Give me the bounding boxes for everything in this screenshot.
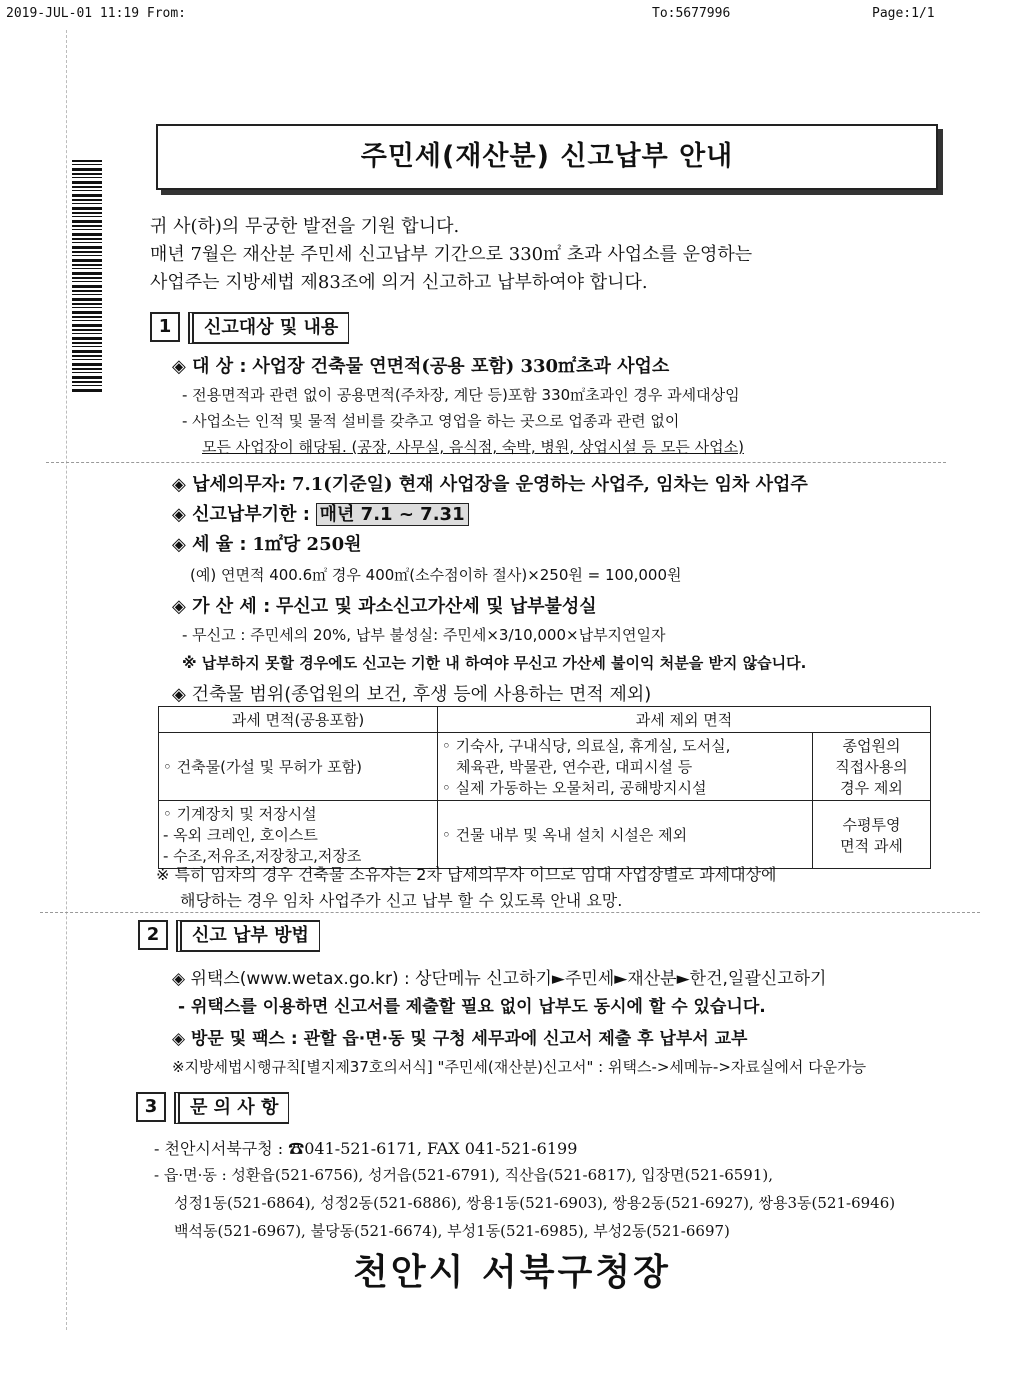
table-cell-line: - 수조,저유조,저장창고,저장조 xyxy=(163,847,362,865)
intro-line-3: 사업주는 지방세법 제83조에 의거 신고하고 납부하여야 합니다. xyxy=(150,272,648,293)
rate-example: (예) 연면적 400.6㎡ 경우 400㎡(소수점이하 절사)×250원 = 100,000원 xyxy=(190,566,682,584)
table-cell-line: 체육관, 박물관, 연수관, 대피시설 등 xyxy=(456,758,693,776)
rate-text: 1㎡당 250원 xyxy=(252,534,362,555)
period-value: 매년 7.1 ~ 7.31 xyxy=(316,503,469,526)
rate-row xyxy=(172,530,362,556)
lease-note-2: 해당하는 경우 임차 사업주가 신고 납부 할 수 있도록 안내 요망. xyxy=(180,891,623,910)
contact-office: - 천안시서북구청 : ☎041-521-6171, FAX 041-521-6199 xyxy=(154,1139,578,1158)
table-cell: ◦ 건축물(가설 및 무허가 포함) xyxy=(159,733,438,801)
table-row xyxy=(159,801,931,869)
target-label: ◈ 대 상 : xyxy=(172,356,247,377)
section-1-number: 1 xyxy=(150,312,180,342)
fax-sender: 2019-JUL-01 11:19 From: xyxy=(6,6,187,21)
table-cell-line: 면적 과세 xyxy=(840,836,903,855)
table-cell-line: ◦ 기숙사, 구내식당, 의료실, 휴게실, 도서실, xyxy=(442,737,731,755)
payer-row xyxy=(172,470,808,496)
building-scope: ◈ 건축물 범위(종업원의 보건, 후생 등에 사용하는 면적 제외) xyxy=(172,684,652,705)
table-cell: ◦ 건물 내부 및 옥내 설치 시설은 제외 xyxy=(438,801,813,869)
wetax-detail: - 위택스를 이용하면 신고서를 제출할 필요 없이 납부도 동시에 할 수 있습니다. xyxy=(178,997,766,1017)
period-row xyxy=(172,500,469,526)
fax-page: Page:1/1 xyxy=(872,6,935,21)
intro-line-1: 귀 사(하)의 무궁한 발전을 기원 합니다. xyxy=(150,216,460,237)
table-cell-line: ◦ 실제 가동하는 오물처리, 공해방지시설 xyxy=(442,779,707,797)
penalty-note: ※ 납부하지 못할 경우에도 신고는 기한 내 하여야 무신고 가산세 불이익 처분을 받지 않습니다. xyxy=(182,654,807,672)
table-cell-line: 수평투영 xyxy=(842,815,901,834)
barcode-icon xyxy=(72,160,102,392)
target-text: 사업장 건축물 연면적(공용 포함) 330㎡초과 사업소 xyxy=(252,356,670,377)
taxable-area-table xyxy=(158,706,931,869)
table-cell-line: 경우 제외 xyxy=(840,779,903,797)
target-detail-2: - 사업소는 인적 및 물적 설비를 갖추고 영업을 하는 곳으로 업종과 관련 없이 xyxy=(182,412,680,430)
contact-towns-3: 백석동(521-6967), 불당동(521-6674), 부성1동(521-6985), 부성2동(521-6697) xyxy=(174,1222,730,1240)
target-detail-1: - 전용면적과 관련 없이 공용면적(주차장, 계단 등)포함 330㎡초과인 경우 과세대상임 xyxy=(182,386,740,404)
penalty-detail: - 무신고 : 주민세의 20%, 납부 불성실: 주민세×3/10,000×납부지연일자 xyxy=(182,626,666,644)
section-2-number: 2 xyxy=(138,920,168,950)
penalty-text: 무신고 및 과소신고가산세 및 납부불성실 xyxy=(276,596,597,617)
fax-header xyxy=(0,6,1024,22)
table-header-taxable: 과세 면적(공용포함) xyxy=(159,707,438,733)
form-note: ※지방세법시행규칙[별지제37호의서식] "주민세(재산분)신고서" : 위택스->세메뉴->자료실에서 다운가능 xyxy=(172,1058,867,1076)
target-row xyxy=(172,352,669,378)
table-cell-line: 종업원의 xyxy=(842,737,901,755)
scan-edge-line xyxy=(66,30,68,1330)
section-3-title: 문 의 사 항 xyxy=(174,1092,289,1124)
issuer-signature: 천안시 서북구청장 xyxy=(353,1252,671,1293)
table-cell xyxy=(813,801,931,869)
table-header-row xyxy=(159,707,931,733)
section-2-title: 신고 납부 방법 xyxy=(176,920,320,952)
table-cell xyxy=(438,733,813,801)
payer-label: ◈ 납세의무자: xyxy=(172,474,287,495)
section-3-number: 3 xyxy=(136,1092,166,1122)
wetax-method: ◈ 위택스(www.wetax.go.kr) : 상단메뉴 신고하기►주민세►재산분►한건,일괄신고하기 xyxy=(172,969,827,989)
table-cell-line: ◦ 기계장치 및 저장시설 xyxy=(163,805,317,823)
table-cell-line: - 옥외 크레인, 호이스트 xyxy=(163,826,318,844)
table-row xyxy=(159,733,931,801)
visit-method: ◈ 방문 및 팩스 : 관할 읍·면·동 및 구청 세무과에 신고서 제출 후 납부서 교부 xyxy=(172,1029,748,1049)
fold-line xyxy=(46,462,946,463)
fax-recipient: To:5677996 xyxy=(652,6,731,21)
penalty-row xyxy=(172,592,597,618)
rate-label: ◈ 세 율 : xyxy=(172,534,247,555)
table-cell-line: 직접사용의 xyxy=(835,758,908,776)
payer-text: 7.1(기준일) 현재 사업장을 운영하는 사업주, 임차는 임차 사업주 xyxy=(291,474,808,495)
table-header-excluded: 과세 제외 면적 xyxy=(438,707,931,733)
section-1-title: 신고대상 및 내용 xyxy=(188,312,349,344)
lease-note-1: ※ 특히 임차의 경우 건축물 소유자는 2차 납세의무자 이므로 임대 사업장별로 과세대상에 xyxy=(156,865,777,884)
penalty-label: ◈ 가 산 세 : xyxy=(172,596,271,617)
document-title-box xyxy=(156,124,938,190)
target-detail-3: 모든 사업장이 해당됨. (공장, 사무실, 음식점, 숙박, 병원, 상업시설 등 모든 사업소) xyxy=(202,438,744,456)
contact-towns-1: - 읍·면·동 : 성환읍(521-6756), 성거읍(521-6791), 직산읍(521-6817), 입장면(521-6591), xyxy=(154,1166,773,1184)
table-cell xyxy=(813,733,931,801)
intro-line-2: 매년 7월은 재산분 주민세 신고납부 기간으로 330㎡ 초과 사업소를 운영하는 xyxy=(150,244,753,265)
period-label: ◈ 신고납부기한 : xyxy=(172,504,310,525)
document-title: 주민세(재산분) 신고납부 안내 xyxy=(360,141,734,172)
table-cell xyxy=(159,801,438,869)
fold-line xyxy=(40,912,980,913)
contact-towns-2: 성정1동(521-6864), 성정2동(521-6886), 쌍용1동(521-6903), 쌍용2동(521-6927), 쌍용3동(521-6946) xyxy=(174,1194,896,1212)
